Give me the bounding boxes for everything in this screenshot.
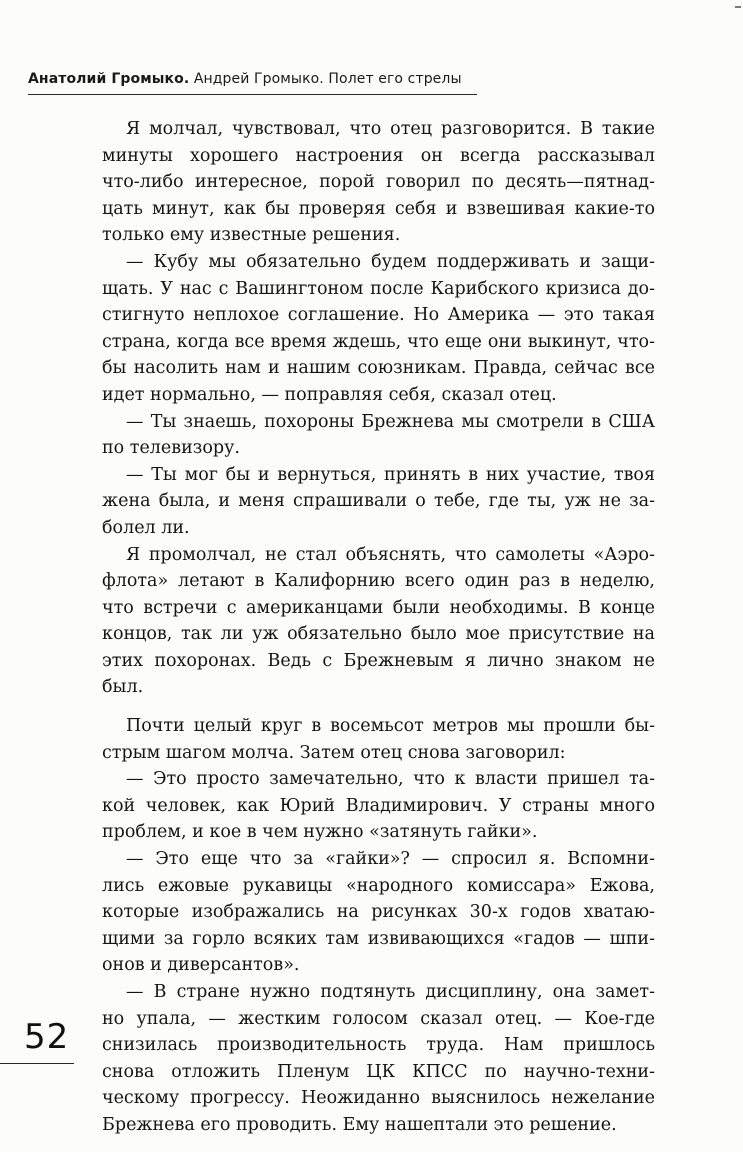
text-line: Брежнева его проводить. Ему нашептали это решение. bbox=[102, 1114, 617, 1135]
page-number: 52 bbox=[24, 1017, 70, 1057]
text-line: проблем, и кое в чем нужно «затянуть гайки». bbox=[102, 822, 538, 843]
body-text bbox=[102, 116, 655, 1139]
text-line: онов и диверсантов». bbox=[102, 955, 300, 976]
text-line: по телевизору. bbox=[102, 438, 240, 459]
text-line: был. bbox=[102, 677, 144, 698]
text-line: которые изображались на рисунках 30-х годов хватаю- bbox=[102, 902, 655, 923]
paragraph bbox=[102, 409, 655, 462]
running-header bbox=[28, 71, 462, 87]
header-author: Анатолий Громыко. bbox=[28, 71, 190, 87]
header-book-title: Андрей Громыко. Полет его стрелы bbox=[193, 71, 462, 87]
text-line: — Кубу мы обязательно будем поддерживать и защи- bbox=[126, 251, 655, 272]
text-line: снизилась производительность труда. Нам пришлось bbox=[102, 1035, 655, 1056]
text-line: — Это еще что за «гайки»? — спросил я. Вспомни- bbox=[126, 849, 655, 870]
text-line: бы насолить нам и нашим союзникам. Правда, сейчас все bbox=[102, 358, 655, 379]
paragraph bbox=[102, 766, 655, 846]
text-line: страна, когда все время ждешь, что еще они выкинут, что- bbox=[102, 331, 655, 352]
paragraph bbox=[102, 713, 655, 766]
paragraph bbox=[102, 846, 655, 979]
footer-rule bbox=[0, 1063, 74, 1064]
text-line: но упала, — жестким голосом сказал отец. — Кое-где bbox=[102, 1008, 655, 1029]
text-line: Почти целый круг в восемьсот метров мы прошли бы- bbox=[126, 716, 655, 737]
text-line: минуты хорошего настроения он всегда рассказывал bbox=[102, 145, 655, 166]
paragraph bbox=[102, 462, 655, 542]
text-line: снова отложить Пленум ЦК КПСС по научно-техни- bbox=[102, 1061, 655, 1082]
text-line: щать. У нас с Вашингтоном после Карибского кризиса до- bbox=[102, 278, 655, 299]
text-line: идет нормально, — поправляя себя, сказал отец. bbox=[102, 384, 557, 405]
text-line: — Ты мог бы и вернуться, принять в них участие, твоя bbox=[126, 464, 655, 485]
text-line: что встречи с американцами были необходимы. В конце bbox=[102, 597, 655, 618]
text-line: жена была, и меня спрашивали о тебе, где ты, уж не за- bbox=[102, 491, 655, 512]
paragraph bbox=[102, 249, 655, 409]
text-line: Я промолчал, не стал объяснять, что самолеты «Аэро- bbox=[126, 544, 655, 565]
text-line: что-либо интересное, порой говорил по десять—пятнад- bbox=[102, 172, 655, 193]
text-line: щими за горло всяких там извивающихся «гадов — шпи- bbox=[102, 928, 655, 949]
text-line: цать минут, как бы проверяя себя и взвешивая какие-то bbox=[102, 198, 655, 219]
text-line: стрым шагом молча. Затем отец снова заговорил: bbox=[102, 742, 566, 763]
text-line: ческому прогрессу. Неожиданно выяснилось нежелание bbox=[102, 1088, 655, 1109]
text-line: лись ежовые рукавицы «народного комиссара» Ежова, bbox=[102, 875, 655, 896]
text-line: этих похоронах. Ведь с Брежневым я лично знаком не bbox=[102, 650, 655, 671]
text-line: — Это просто замечательно, что к власти пришел та- bbox=[126, 769, 655, 790]
text-line: только ему известные решения. bbox=[102, 225, 401, 246]
text-line: стигнуто неплохое соглашение. Но Америка — это такая bbox=[102, 305, 655, 326]
text-line: кой человек, как Юрий Владимирович. У страны много bbox=[102, 795, 655, 816]
paragraph bbox=[102, 542, 655, 702]
paragraph bbox=[102, 979, 655, 1139]
paragraph bbox=[102, 116, 655, 249]
text-line: — В стране нужно подтянуть дисциплину, она замет- bbox=[126, 982, 655, 1002]
text-line: концов, так ли уж обязательно было мое присутствие на bbox=[102, 624, 655, 645]
text-line: флота» летают в Калифорнию всего один раз в неделю, bbox=[102, 571, 655, 592]
text-line: Я молчал, чувствовал, что отец разговорится. В такие bbox=[126, 119, 655, 139]
scan-corner-mark bbox=[735, 6, 741, 8]
header-rule bbox=[28, 94, 477, 95]
text-line: болел ли. bbox=[102, 517, 190, 538]
text-line: — Ты знаешь, похороны Брежнева мы смотрели в США bbox=[126, 411, 655, 432]
